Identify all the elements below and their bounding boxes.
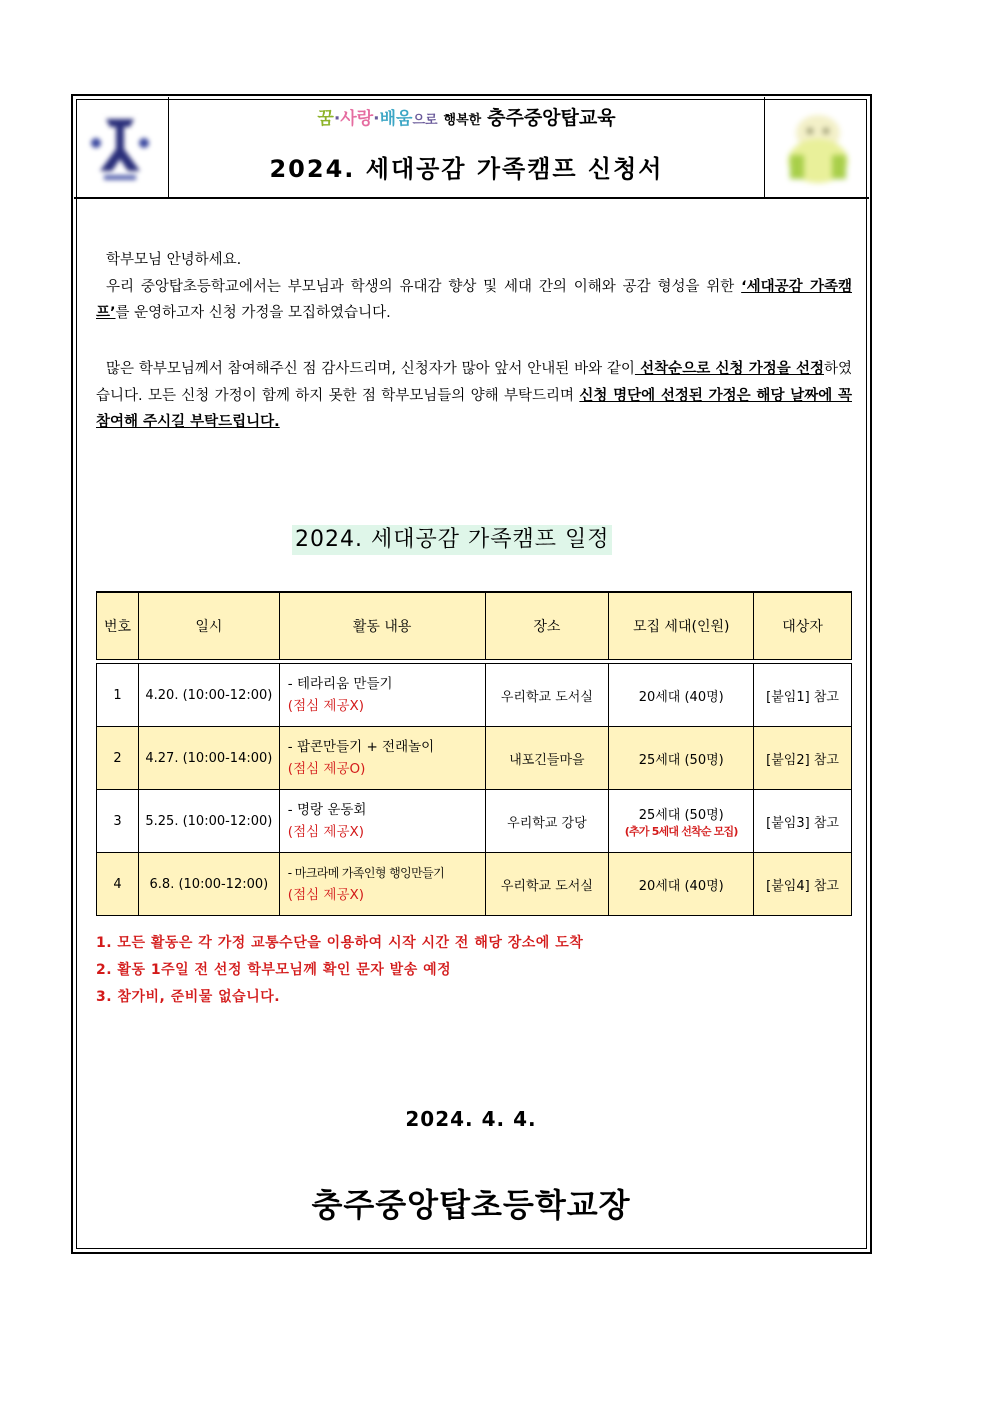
header-slogan <box>169 103 764 130</box>
row-activity <box>279 727 485 790</box>
meal-note: (점심 제공O) <box>287 761 366 777</box>
row-datetime: 4.20. (10:00-12:00) <box>138 664 279 727</box>
greeting-text: 학부모님 안녕하세요. <box>106 252 242 268</box>
slogan-love: 사랑 <box>340 109 374 129</box>
activity-text: - 테라리움 만들기 <box>287 676 393 692</box>
col-header-place: 장소 <box>485 592 609 660</box>
meal-note: (점심 제공X) <box>287 824 365 840</box>
col-header-activity: 활동 내용 <box>279 592 485 660</box>
row-place: 우리학교 도서실 <box>485 853 609 916</box>
row-place: 우리학교 강당 <box>485 790 609 853</box>
table-header-row <box>97 592 852 660</box>
thanks-text-c: 하였습니다. 모든 신청 가정이 함께 하지 못한 점 학부모님들의 양해 부탁드리며 <box>96 361 853 404</box>
slogan-dot: · <box>333 109 341 129</box>
notes-list <box>96 930 583 1011</box>
intro-text-c: 를 운영하고자 신청 가정을 모집하였습니다. <box>115 305 391 321</box>
attendance-highlight: 신청 명단에 선정된 가정은 해당 날짜에 꼭 참여해 주시길 부탁드립니다. <box>96 387 852 430</box>
row-datetime: 5.25. (10:00-12:00) <box>138 790 279 853</box>
slogan-learn: 배움 <box>379 109 413 129</box>
table-row <box>97 853 852 916</box>
row-datetime: 4.27. (10:00-14:00) <box>138 727 279 790</box>
col-header-number: 번호 <box>97 592 139 660</box>
schedule-table <box>96 591 852 916</box>
row-number: 2 <box>97 727 139 790</box>
thanks-text-a: 많은 학부모님께서 참여해주신 점 감사드리며, 신청자가 많아 앞서 안내된 바와 같이 <box>106 361 635 377</box>
row-place: 내포긴들마을 <box>485 727 609 790</box>
row-activity <box>279 664 485 727</box>
row-datetime: 6.8. (10:00-12:00) <box>138 853 279 916</box>
activity-text: - 명랑 운동회 <box>287 802 367 818</box>
note-item: 2. 활동 1주일 전 선정 학부모님께 확인 문자 발송 예정 <box>96 962 452 978</box>
note-item: 1. 모든 활동은 각 가정 교통수단을 이용하여 시작 시간 전 해당 장소에 도착 <box>96 935 584 951</box>
slogan-suffix: 으로 <box>412 113 438 128</box>
row-quota: 20세대 (40명) <box>609 853 754 916</box>
col-header-quota: 모집 세대(인원) <box>609 592 754 660</box>
row-number: 4 <box>97 853 139 916</box>
schedule-title: 2024. 세대공감 가족캠프 일정 <box>292 525 612 555</box>
slogan-org: 충주중앙탑교육 <box>487 107 616 129</box>
row-target: [붙임3] 참고 <box>754 790 852 853</box>
document-title: 2024. 세대공감 가족캠프 신청서 <box>269 155 664 183</box>
activity-text: - 팝콘만들기 + 전래놀이 <box>287 739 435 755</box>
intro-paragraph-1 <box>96 247 852 327</box>
row-quota <box>609 790 754 853</box>
table-row <box>97 790 852 853</box>
intro-paragraph-2 <box>96 356 852 436</box>
issue-date: 2024. 4. 4. <box>405 1107 537 1131</box>
document-header <box>74 97 869 199</box>
row-quota: 25세대 (50명) <box>609 727 754 790</box>
slogan-dot: · <box>373 109 380 129</box>
col-header-target: 대상자 <box>754 592 852 660</box>
slogan-happy: 행복한 <box>443 113 482 128</box>
meal-note: (점심 제공X) <box>287 698 365 714</box>
table-row <box>97 664 852 727</box>
school-principal-signature: 충주중앙탑초등학교장 <box>311 1186 631 1224</box>
row-target: [붙임4] 참고 <box>754 853 852 916</box>
row-quota: 20세대 (40명) <box>609 664 754 727</box>
row-activity <box>279 790 485 853</box>
intro-text-a: 우리 중앙탑초등학교에서는 부모님과 학생의 유대감 향상 및 세대 간의 이해와 공감 형성을 위한 <box>106 278 742 295</box>
row-target: [붙임2] 참고 <box>754 727 852 790</box>
first-come-highlight: 선착순으로 신청 가정을 선정 <box>634 361 824 377</box>
intro-text <box>96 274 852 327</box>
row-target: [붙임1] 참고 <box>754 664 852 727</box>
table-row <box>97 727 852 790</box>
meal-note: (점심 제공X) <box>287 887 365 903</box>
mascot-icon <box>778 109 858 187</box>
slogan-dream: 꿈 <box>317 109 334 129</box>
quota-extra-note: (추가 5세대 선착순 모집) <box>624 824 738 838</box>
camp-name-highlight: ‘세대공감 가족캠프’ <box>96 278 852 321</box>
col-header-datetime: 일시 <box>138 592 279 660</box>
row-place: 우리학교 도서실 <box>485 664 609 727</box>
header-right-cell <box>764 97 869 197</box>
row-number: 3 <box>97 790 139 853</box>
activity-text: - 마크라메 가족인형 행잉만들기 <box>287 866 445 880</box>
quota-text: 25세대 (50명) <box>638 807 724 823</box>
row-number: 1 <box>97 664 139 727</box>
header-left-cell <box>74 97 169 197</box>
school-logo-icon <box>84 109 156 185</box>
row-activity <box>279 853 485 916</box>
note-item: 3. 참가비, 준비물 없습니다. <box>96 989 281 1005</box>
